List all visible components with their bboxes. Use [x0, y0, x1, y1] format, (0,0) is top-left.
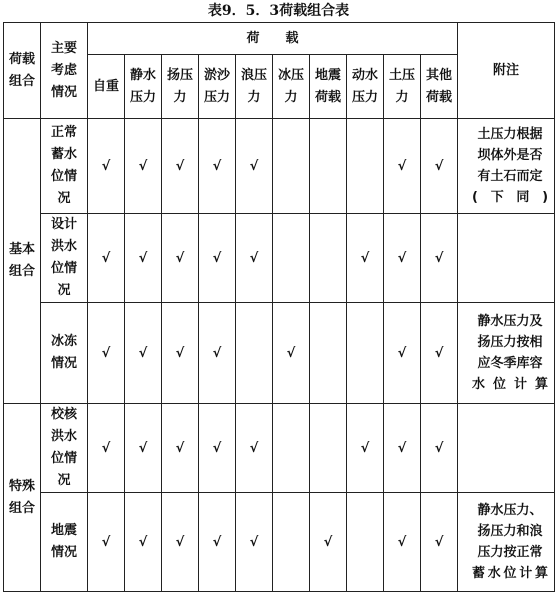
note-cell: 土压力根据坝体外是否有土石而定(下同)	[458, 119, 555, 214]
check-mark-cell: √	[236, 119, 273, 214]
empty-cell	[310, 214, 347, 303]
check-mark-cell: √	[88, 214, 125, 303]
check-mark-cell: √	[88, 404, 125, 493]
table-row	[4, 119, 555, 214]
note-cell	[458, 214, 555, 303]
note-cell: 静水压力及扬压力按相应冬季库容水位计算	[458, 303, 555, 404]
check-mark-cell: √	[421, 303, 458, 404]
header-load-type: 淤沙压力	[199, 55, 236, 119]
check-mark-cell: √	[384, 119, 421, 214]
group-name-cell: 特殊组合	[4, 404, 41, 592]
check-mark-cell: √	[273, 303, 310, 404]
situation-cell: 冰冻情况	[41, 303, 88, 404]
check-mark-cell: √	[310, 493, 347, 592]
table-row	[4, 493, 555, 592]
check-mark-cell: √	[162, 214, 199, 303]
header-combo: 荷载组合	[4, 23, 41, 119]
header-load-type: 其他荷载	[421, 55, 458, 119]
empty-cell	[310, 404, 347, 493]
table-title: 表9．5．3荷载组合表	[207, 3, 350, 19]
check-mark-cell: √	[88, 303, 125, 404]
situation-cell: 正常蓄水位情况	[41, 119, 88, 214]
header-load-type: 冰压力	[273, 55, 310, 119]
check-mark-cell: √	[421, 493, 458, 592]
check-mark-cell: √	[421, 119, 458, 214]
check-mark-cell: √	[199, 404, 236, 493]
check-mark-cell: √	[88, 119, 125, 214]
group-name-cell: 基本组合	[4, 119, 41, 404]
check-mark-cell: √	[236, 404, 273, 493]
table-body	[4, 23, 555, 592]
check-mark-cell: √	[125, 119, 162, 214]
check-mark-cell: √	[384, 404, 421, 493]
table-row	[4, 404, 555, 493]
check-mark-cell: √	[125, 214, 162, 303]
check-mark-cell: √	[236, 214, 273, 303]
empty-cell	[347, 119, 384, 214]
note-cell	[458, 404, 555, 493]
empty-cell	[273, 214, 310, 303]
check-mark-cell: √	[199, 493, 236, 592]
empty-cell	[236, 303, 273, 404]
header-load-type: 地震荷载	[310, 55, 347, 119]
check-mark-cell: √	[199, 214, 236, 303]
header-row-1	[4, 23, 555, 55]
empty-cell	[273, 119, 310, 214]
note-cell: 静水压力、扬压力和浪压力按正常蓄水位计算	[458, 493, 555, 592]
header-load-type: 自重	[88, 55, 125, 119]
check-mark-cell: √	[162, 119, 199, 214]
check-mark-cell: √	[384, 214, 421, 303]
check-mark-cell: √	[199, 119, 236, 214]
situation-cell: 地震情况	[41, 493, 88, 592]
table-row	[4, 303, 555, 404]
header-load-type: 浪压力	[236, 55, 273, 119]
check-mark-cell: √	[88, 493, 125, 592]
check-mark-cell: √	[421, 214, 458, 303]
empty-cell	[347, 303, 384, 404]
empty-cell	[347, 493, 384, 592]
check-mark-cell: √	[347, 404, 384, 493]
check-mark-cell: √	[384, 303, 421, 404]
empty-cell	[273, 493, 310, 592]
check-mark-cell: √	[421, 404, 458, 493]
header-load-type: 静水压力	[125, 55, 162, 119]
empty-cell	[273, 404, 310, 493]
empty-cell	[310, 119, 347, 214]
check-mark-cell: √	[125, 404, 162, 493]
header-situation: 主要考虑情况	[41, 23, 88, 119]
check-mark-cell: √	[162, 404, 199, 493]
check-mark-cell: √	[125, 303, 162, 404]
check-mark-cell: √	[236, 493, 273, 592]
load-combination-table	[3, 22, 555, 592]
header-load-type: 扬压力	[162, 55, 199, 119]
header-load-type: 动水压力	[347, 55, 384, 119]
situation-cell: 设计洪水位情况	[41, 214, 88, 303]
check-mark-cell: √	[162, 493, 199, 592]
check-mark-cell: √	[384, 493, 421, 592]
header-load-type: 土压力	[384, 55, 421, 119]
header-loads-group: 荷 载	[88, 23, 458, 55]
table-row	[4, 214, 555, 303]
empty-cell	[310, 303, 347, 404]
check-mark-cell: √	[125, 493, 162, 592]
check-mark-cell: √	[347, 214, 384, 303]
check-mark-cell: √	[199, 303, 236, 404]
situation-cell: 校核洪水位情况	[41, 404, 88, 493]
check-mark-cell: √	[162, 303, 199, 404]
header-note: 附注	[458, 23, 555, 119]
